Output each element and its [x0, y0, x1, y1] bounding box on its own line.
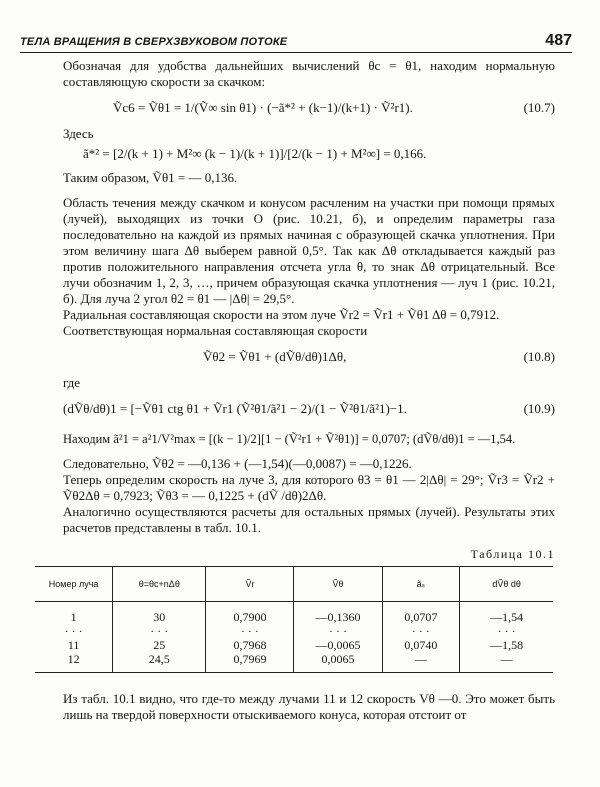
- equation-10-8-formula: Ṽθ2 = Ṽθ1 + (dṼθ/dθ)1Δθ,: [203, 349, 347, 364]
- table-cell: 0,7968: [206, 638, 294, 652]
- equation-v-theta-1: [63, 166, 555, 190]
- table-cell: · · ·: [294, 624, 382, 638]
- equation-10-8: [63, 339, 555, 375]
- page-body: [48, 58, 555, 723]
- table-title: Таблица 10.1: [470, 547, 555, 561]
- table-cell: —0,0065: [294, 638, 382, 652]
- page-header: [20, 28, 572, 53]
- equation-10-9: [63, 391, 555, 427]
- table-row: [35, 624, 553, 638]
- equation-a-star: [63, 142, 555, 166]
- table-cell: 0,0707: [382, 602, 460, 625]
- table-cell: —1,54: [460, 602, 553, 625]
- table-cell: 0,0065: [294, 652, 382, 673]
- table-cell: —: [460, 652, 553, 673]
- equation-10-7-formula: Ṽc6 = Ṽθ1 = 1/(Ṽ∞ sin θ1) · (−ã*² + (k−1)/(k+1) · Ṽ²r1).: [113, 100, 413, 115]
- table-cell: · · ·: [206, 624, 294, 638]
- table-header-a: ãₛ: [382, 567, 460, 602]
- table-cell: 0,7900: [206, 602, 294, 625]
- table-cell: · · ·: [64, 624, 83, 638]
- table-header-ray: Номер луча: [35, 567, 113, 602]
- paragraph-intro: Обозначая для удобства дальнейших вычислений θc = θ1, находим нормальную составляющую скорости за скачком:: [63, 58, 555, 89]
- equation-a1-squared: [63, 427, 555, 451]
- table-header-vr: Ṽr: [206, 567, 294, 602]
- table-row: [35, 652, 553, 673]
- paragraph-flow-region: Область течения между скачком и конусом расчленим на участки при помощи прямых (лучей), выходящих из точки O (рис. 10.21, б), и определим параметры газа последовательно на каждой из прямых начиная с образующей скачка уплотнения. При этом величину шага Δθ выберем равной 0,5°. Так как Δθ откладывается каждый раз против положительного направления отсчета угла θ, то знак Δθ отрицательный. Все лучи обозначим 1, 2, 3, …, причем образующая скачка уплотнения — луч 1 (рис. 10.21, б). Для луча 2 угол θ2 = θ1 — |Δθ| = 29,5°.: [63, 195, 555, 306]
- table-header-derivative: dṼθ dθ: [460, 567, 553, 602]
- equation-a1-squared-formula: Находим ã²1 = a²1/V²max = [(k − 1)/2][1 − (Ṽ²r1 + Ṽ²θ1)] = 0,0707; (dṼθ/dθ)1 = —1,54.: [63, 432, 516, 446]
- table-row: [35, 602, 553, 625]
- table-cell: 12: [35, 652, 113, 673]
- results-table: [35, 566, 553, 673]
- paragraph-radial-component: Радиальная составляющая скорости на этом луче Ṽr2 = Ṽr1 + Ṽθ1 Δθ = 0,7912.: [63, 307, 500, 322]
- paragraph-ray-3: Теперь определим скорость на луче 3, для которого θ3 = θ1 — 2|Δθ| = 29°; Ṽr3 = Ṽr2 + Ṽθ2Δθ = 0,7923; Ṽθ3 = — 0,1225 + (dṼ /dθ)2Δθ.: [63, 472, 555, 503]
- equation-10-7: [63, 90, 555, 126]
- table-header-vtheta: Ṽθ: [294, 567, 382, 602]
- table-cell: 0,7969: [206, 652, 294, 673]
- page-number: 487: [545, 32, 572, 49]
- table-cell: 0,0740: [382, 638, 460, 652]
- word-gde: где: [63, 375, 81, 390]
- table-cell: 24,5: [113, 652, 206, 673]
- table-cell: 25: [113, 638, 206, 652]
- equation-10-9-number: (10.9): [523, 401, 555, 416]
- paragraph-consequently: Следовательно, Ṽθ2 = —0,136 + (—1,54)(—0,0087) = —0,1226.: [63, 456, 412, 471]
- table-cell: · · ·: [382, 624, 460, 638]
- table-cell: 1: [70, 610, 77, 624]
- equation-a-star-formula: ã*² = [2/(k + 1) + M²∞ (k − 1)/(k + 1)]/[2/(k − 1) + M²∞] = 0,166.: [83, 146, 427, 161]
- equation-10-7-number: (10.7): [523, 100, 555, 115]
- table-cell: 11: [67, 638, 80, 652]
- word-zdes: Здесь: [63, 126, 94, 141]
- running-head: ТЕЛА ВРАЩЕНИЯ В СВЕРХЗВУКОВОМ ПОТОКЕ: [20, 36, 288, 48]
- table-cell: 30: [113, 602, 206, 625]
- equation-10-8-number: (10.8): [523, 349, 555, 364]
- table-row: [35, 638, 553, 652]
- table-header-row: [35, 567, 553, 602]
- table-cell: · · ·: [460, 624, 553, 638]
- table-header-theta: θ=θc+nΔθ: [113, 567, 206, 602]
- table-cell: —0,1360: [294, 602, 382, 625]
- table-cell: —1,58: [460, 638, 553, 652]
- equation-v-theta-1-formula: Таким образом, Ṽθ1 = — 0,136.: [63, 170, 238, 185]
- paragraph-analogous: Аналогично осуществляются расчеты для остальных прямых (лучей). Результаты этих расчетов представлены в табл. 10.1.: [63, 504, 555, 535]
- paragraph-normal-component: Соответствующая нормальная составляющая скорости: [63, 323, 368, 338]
- paragraph-conclusion: Из табл. 10.1 видно, что где-то между лучами 11 и 12 скорость Vθ —0. Это может быть лишь на твердой поверхности отыскиваемого конуса, которая отстоит от: [63, 691, 555, 722]
- table-cell: —: [382, 652, 460, 673]
- table-cell: · · ·: [113, 624, 206, 638]
- equation-10-9-formula: (dṼθ/dθ)1 = [−Ṽθ1 ctg θ1 + Ṽr1 (Ṽ²θ1/ã²1 − 2)/(1 − Ṽ²θ1/ã²1)−1.: [63, 401, 407, 416]
